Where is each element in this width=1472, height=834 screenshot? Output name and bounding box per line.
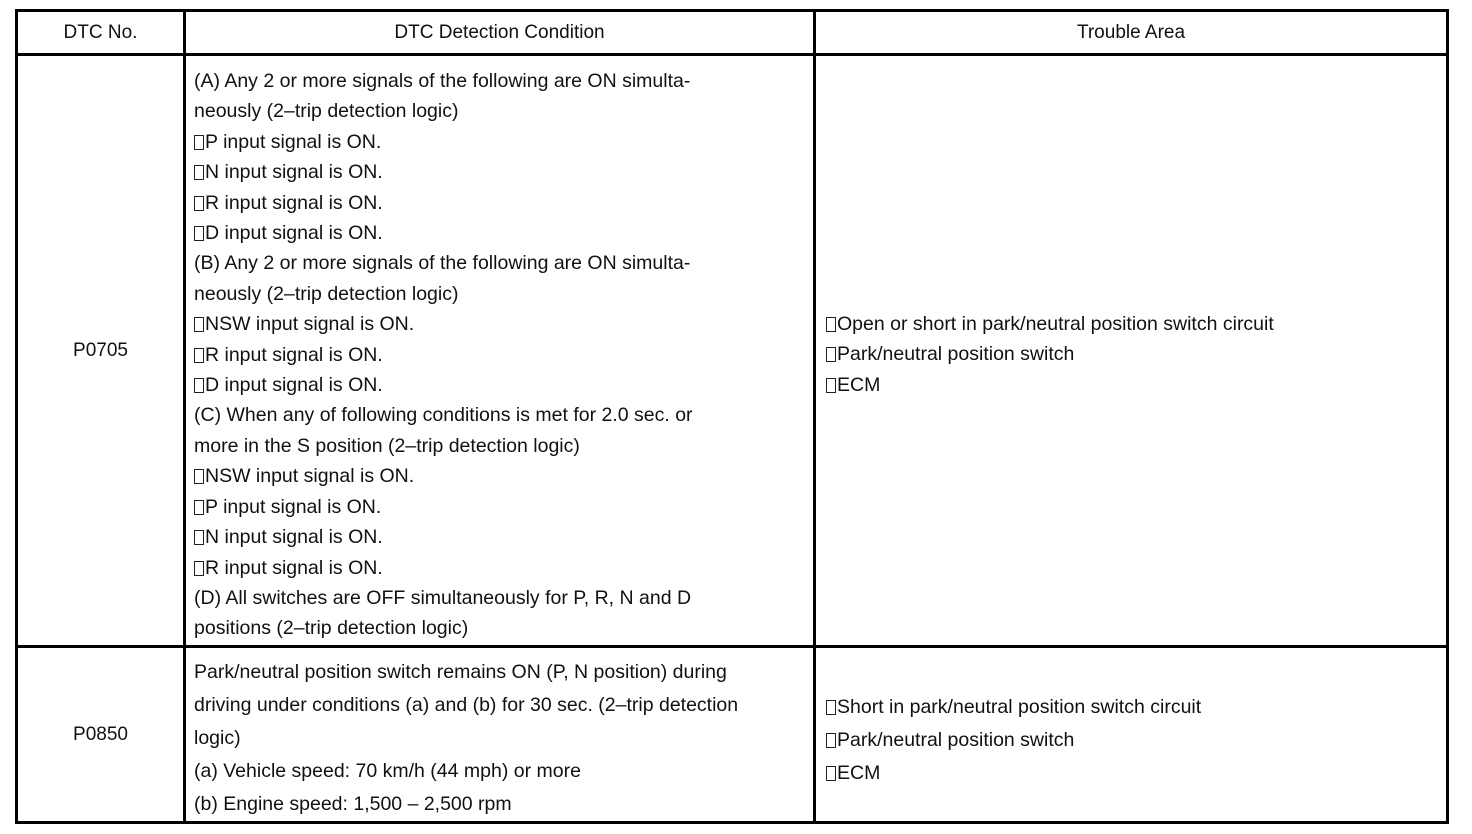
condition-text: neously (2–trip detection logic) xyxy=(194,100,459,123)
condition-line xyxy=(194,340,805,370)
trouble-area-item xyxy=(826,370,1436,400)
condition-text: more in the S position (2–trip detection logic) xyxy=(194,434,580,457)
trouble-area-text: Open or short in park/neutral position switch circuit xyxy=(837,312,1274,335)
condition-line xyxy=(194,553,805,583)
table-row xyxy=(17,55,1448,647)
condition-line xyxy=(194,522,805,552)
condition-line xyxy=(194,461,805,491)
condition-text: R input signal is ON. xyxy=(205,556,383,579)
condition-text: driving under conditions (a) and (b) for 30 sec. (2–trip detection xyxy=(194,694,739,716)
bullet-box-icon xyxy=(194,226,204,241)
condition-line xyxy=(194,127,805,157)
condition-line xyxy=(194,279,805,309)
condition-text: positions (2–trip detection logic) xyxy=(194,617,469,640)
trouble-area-item xyxy=(826,309,1436,339)
trouble-area-item xyxy=(826,724,1436,757)
condition-text: (A) Any 2 or more signals of the following are ON simulta- xyxy=(194,70,691,92)
condition-text: NSW input signal is ON. xyxy=(205,313,415,336)
condition-text: R input signal is ON. xyxy=(205,343,383,366)
condition-text: (a) Vehicle speed: 70 km/h (44 mph) or more xyxy=(194,760,581,782)
bullet-box-icon xyxy=(194,530,204,545)
trouble-area-item xyxy=(826,757,1436,790)
condition-line xyxy=(194,431,805,461)
condition-line xyxy=(194,188,805,218)
table-header-row xyxy=(17,11,1448,55)
detection-condition-cell xyxy=(185,647,815,823)
condition-line xyxy=(194,370,805,400)
condition-text: (C) When any of following conditions is met for 2.0 sec. or xyxy=(194,404,693,427)
header-dtc-no: DTC No. xyxy=(17,11,185,55)
bullet-box-icon xyxy=(194,469,204,484)
trouble-area-item xyxy=(826,691,1436,724)
condition-line xyxy=(194,492,805,522)
condition-text: D input signal is ON. xyxy=(205,374,383,397)
trouble-area-text: ECM xyxy=(837,373,881,396)
bullet-box-icon xyxy=(826,347,836,362)
bullet-box-icon xyxy=(826,766,836,781)
condition-line xyxy=(194,788,805,821)
condition-text: P input signal is ON. xyxy=(205,495,382,518)
bullet-box-icon xyxy=(826,317,836,332)
bullet-box-icon xyxy=(826,733,836,748)
bullet-box-icon xyxy=(194,348,204,363)
condition-line xyxy=(194,689,805,722)
bullet-box-icon xyxy=(194,500,204,515)
condition-line xyxy=(194,96,805,126)
condition-line xyxy=(194,66,805,96)
bullet-box-icon xyxy=(194,378,204,393)
condition-text: (B) Any 2 or more signals of the following are ON simulta- xyxy=(194,252,691,275)
trouble-area-text: Park/neutral position switch xyxy=(837,728,1075,751)
condition-line xyxy=(194,583,805,613)
trouble-area-text: Park/neutral position switch xyxy=(837,343,1075,366)
condition-text: (b) Engine speed: 1,500 – 2,500 rpm xyxy=(194,793,512,815)
condition-line xyxy=(194,400,805,430)
header-detection-condition: DTC Detection Condition xyxy=(185,11,815,55)
bullet-box-icon xyxy=(194,135,204,150)
condition-text: Park/neutral position switch remains ON (P, N position) during xyxy=(194,661,727,683)
bullet-box-icon xyxy=(826,378,836,393)
condition-text: (D) All switches are OFF simultaneously for P, R, N and D xyxy=(194,586,692,609)
bullet-box-icon xyxy=(194,196,204,211)
bullet-box-icon xyxy=(194,165,204,180)
condition-line xyxy=(194,309,805,339)
condition-list xyxy=(186,648,813,821)
condition-text: N input signal is ON. xyxy=(205,161,383,184)
condition-line xyxy=(194,755,805,788)
condition-line xyxy=(194,218,805,248)
bullet-box-icon xyxy=(194,317,204,332)
condition-list xyxy=(186,56,813,644)
condition-text: NSW input signal is ON. xyxy=(205,465,415,488)
condition-text: D input signal is ON. xyxy=(205,222,383,245)
condition-line xyxy=(194,613,805,643)
condition-text: neously (2–trip detection logic) xyxy=(194,282,459,305)
header-trouble-area: Trouble Area xyxy=(815,11,1448,55)
condition-text: P input signal is ON. xyxy=(205,130,382,153)
bullet-box-icon xyxy=(826,700,836,715)
condition-line xyxy=(194,248,805,278)
condition-text: N input signal is ON. xyxy=(205,526,383,549)
dtc-table xyxy=(15,9,1449,824)
bullet-box-icon xyxy=(194,561,204,576)
table-row xyxy=(17,647,1448,823)
trouble-area-cell xyxy=(815,55,1448,647)
trouble-area-list xyxy=(816,679,1446,791)
trouble-area-item xyxy=(826,339,1436,369)
condition-line xyxy=(194,656,805,689)
dtc-code: P0705 xyxy=(17,55,185,647)
trouble-area-text: ECM xyxy=(837,762,881,785)
detection-condition-cell xyxy=(185,55,815,647)
condition-line xyxy=(194,157,805,187)
condition-text: logic) xyxy=(194,727,241,749)
condition-line xyxy=(194,722,805,755)
trouble-area-text: Short in park/neutral position switch circuit xyxy=(837,695,1202,718)
condition-text: R input signal is ON. xyxy=(205,191,383,214)
dtc-code: P0850 xyxy=(17,647,185,823)
trouble-area-list xyxy=(816,301,1446,400)
trouble-area-cell xyxy=(815,647,1448,823)
